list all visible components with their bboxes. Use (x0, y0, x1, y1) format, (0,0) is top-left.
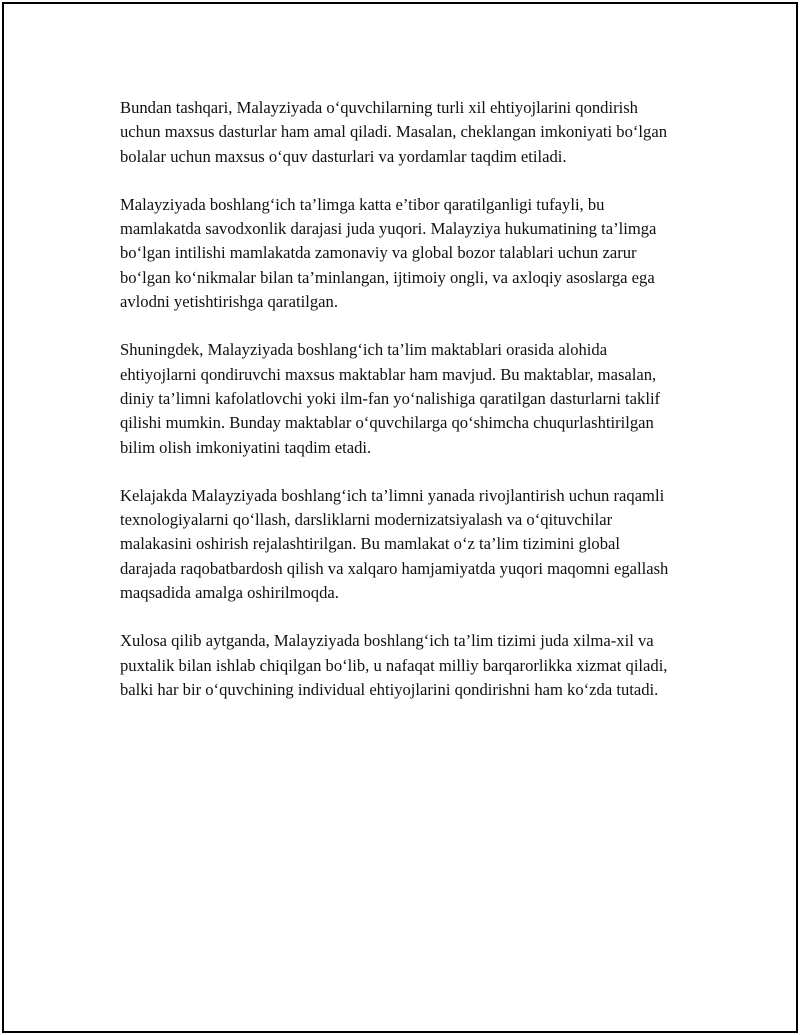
document-body (120, 96, 680, 726)
paragraph-4: Kelajakda Malayziyada boshlang‘ich ta’limni yanada rivojlantirish uchun raqamli texnologiyalarni qo‘llash, darsliklarni modernizatsiyalash va o‘qituvchilar malakasini oshirish rejalashtirilgan. Bu mamlakat o‘z ta’lim tizimini global darajada raqobatbardosh qilish va xalqaro hamjamiyatda yuqori maqomni egallash maqsadida amalga oshirilmoqda. (120, 485, 669, 603)
page-frame (2, 2, 798, 1033)
paragraph-2: Malayziyada boshlang‘ich ta’limga katta e’tibor qaratilganligi tufayli, bu mamlakatda savodxonlik darajasi juda yuqori. Malayziya hukumatining ta’limga bo‘lgan intilishi mamlakatda zamonaviy va global bozor talablari uchun zarur bo‘lgan ko‘nikmalar bilan ta’minlangan, ijtimoiy ongli, va axloqiy asoslarga ega avlodni yetishtirishga qaratilgan. (120, 194, 657, 312)
paragraph-3: Shuningdek, Malayziyada boshlang‘ich ta’lim maktablari orasida alohida ehtiyojlarni qondiruvchi maxsus maktablar ham mavjud. Bu maktablar, masalan, diniy ta’limni kafolatlovchi yoki ilm-fan yo‘nalishiga qaratilgan dasturlarni taklif qilishi mumkin. Bunday maktablar o‘quvchilarga qo‘shimcha chuqurlashtirilgan bilim olish imkoniyatini taqdim etadi. (120, 340, 661, 457)
paragraph-1: Bundan tashqari, Malayziyada o‘quvchilarning turli xil ehtiyojlarini qondirish uchun maxsus dasturlar ham amal qiladi. Masalan, cheklangan imkoniyati bo‘lgan bolalar uchun maxsus o‘quv dasturlari va yordamlar taqdim etiladi. (120, 98, 667, 166)
paragraph-5: Xulosa qilib aytganda, Malayziyada boshlang‘ich ta’lim tizimi juda xilma-xil va puxtalik bilan ishlab chiqilgan bo‘lib, u nafaqat milliy barqarorlikka xizmat qiladi, balki har bir o‘quvchining individual ehtiyojlarini qondirishni ham ko‘zda tutadi. (120, 631, 668, 699)
